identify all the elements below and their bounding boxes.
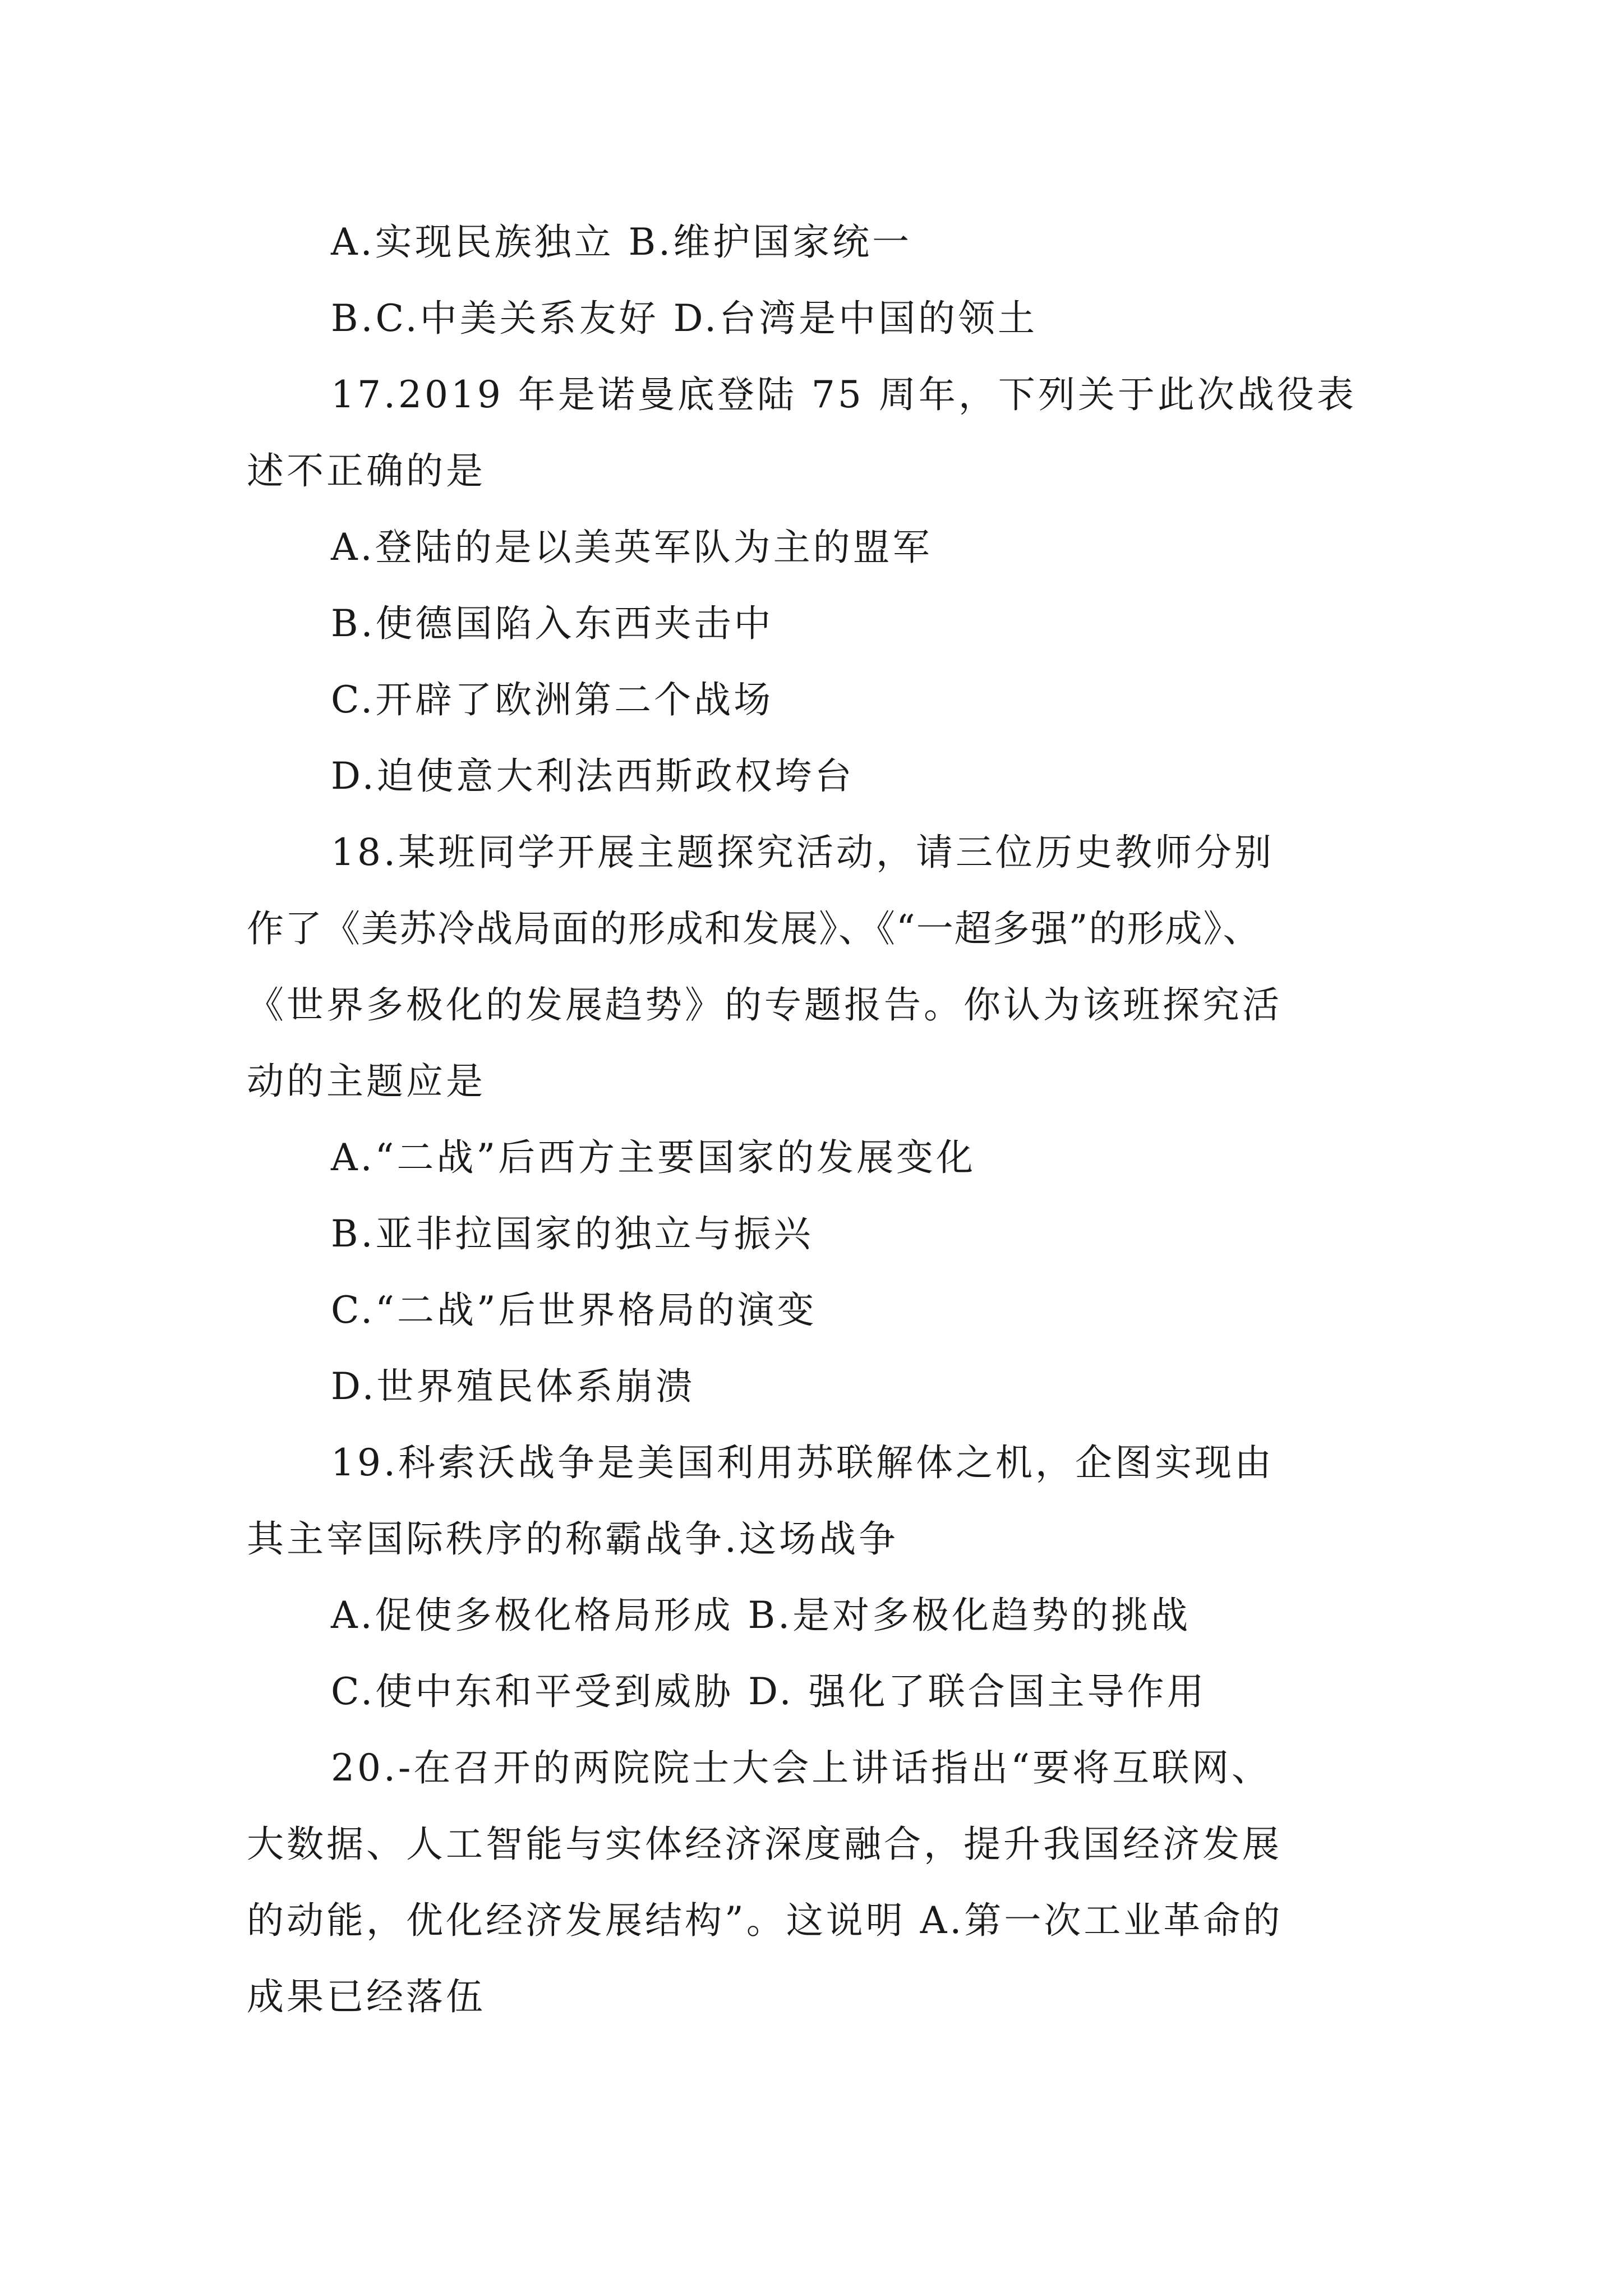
q20-stem-line-4: 成果已经落伍 <box>247 1975 486 2018</box>
q17-option-b: B.使德国陷入东西夹击中 <box>331 602 774 645</box>
q20-stem-line-2: 大数据、人工智能与实体经济深度融合，提升我国经济发展 <box>247 1823 1282 1866</box>
q19-option-a-b: A.促使多极化格局形成 B.是对多极化趋势的挑战 <box>331 1594 1191 1637</box>
q19-option-c-d: C.使中东和平受到威胁 D. 强化了联合国主导作用 <box>331 1670 1207 1713</box>
q17-stem-line-2: 述不正确的是 <box>247 449 486 493</box>
q17-option-c: C.开辟了欧洲第二个战场 <box>331 678 774 721</box>
q18-option-c: C.“二战”后世界格局的演变 <box>331 1289 817 1332</box>
q17-option-d: D.迫使意大利法西斯政权垮台 <box>331 754 855 798</box>
q18-option-b: B.亚非拉国家的独立与振兴 <box>331 1212 814 1255</box>
q16-option-a-b: A.实现民族独立 B.维护国家统一 <box>331 220 912 264</box>
q18-stem-line-4: 动的主题应是 <box>247 1060 486 1103</box>
q17-stem-line-1: 17.2019 年是诺曼底登陆 75 周年，下列关于此次战役表 <box>331 373 1357 416</box>
q17-option-a: A.登陆的是以美英军队为主的盟军 <box>331 526 933 569</box>
q16-option-c-d: B.C.中美关系友好 D.台湾是中国的领土 <box>331 297 1038 340</box>
q20-stem-line-1: 20.-在召开的两院院士大会上讲话指出“要将互联网、 <box>331 1746 1272 1789</box>
q18-stem-line-2: 作了《美苏冷战局面的形成和发展》、《“一超多强”的形成》、 <box>247 907 1261 950</box>
q19-stem-line-1: 19.科索沃战争是美国利用苏联解体之机，企图实现由 <box>331 1441 1274 1484</box>
q19-stem-line-2: 其主宰国际秩序的称霸战争.这场战争 <box>247 1517 898 1561</box>
q18-stem-line-3: 《世界多极化的发展趋势》的专题报告。你认为该班探究活 <box>247 983 1282 1027</box>
q18-option-a: A.“二战”后西方主要国家的发展变化 <box>331 1136 976 1179</box>
q18-stem-line-1: 18.某班同学开展主题探究活动，请三位历史教师分别 <box>331 831 1274 874</box>
q20-stem-line-3: 的动能，优化经济发展结构”。这说明 A.第一次工业革命的 <box>247 1899 1283 1942</box>
q18-option-d: D.世界殖民体系崩溃 <box>331 1365 695 1408</box>
